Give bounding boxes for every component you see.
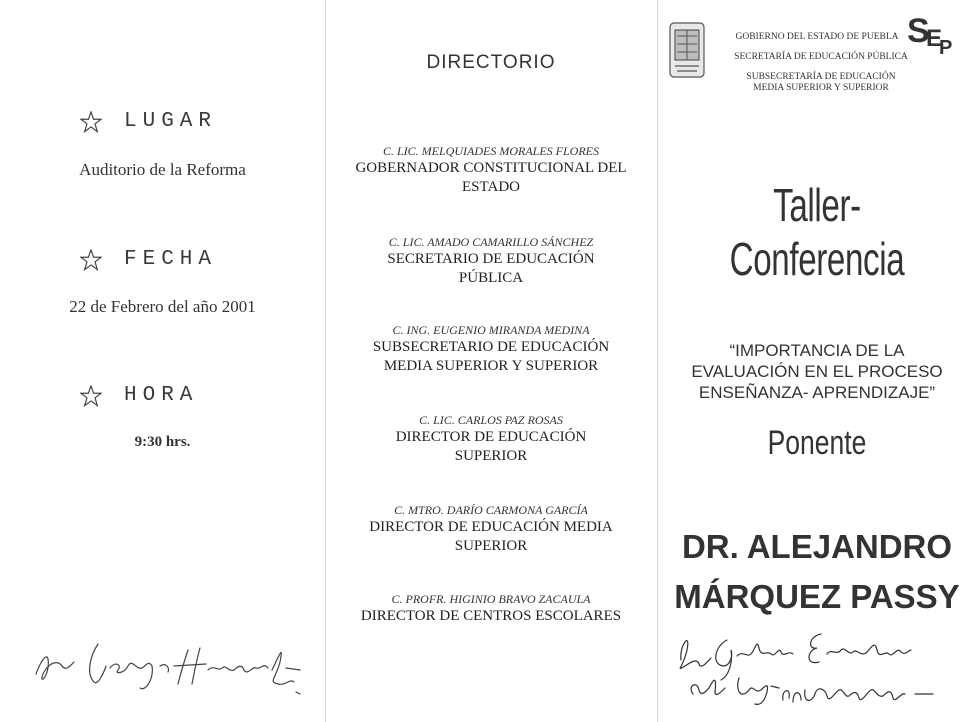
cover-panel	[657, 0, 977, 722]
entry-role: SUPERIOR	[454, 448, 528, 464]
entry-name: C. ING. EUGENIO MIRANDA MEDINA	[392, 323, 590, 337]
directory-entry	[325, 234, 657, 288]
topic-line: EVALUACIÓN EN EL PROCESO	[691, 362, 943, 381]
directory-entry	[325, 591, 657, 626]
directory-entry	[325, 143, 657, 197]
hora-value: 9:30 hrs.	[134, 434, 191, 450]
header-subsecretariat-line1: SUBSECRETARÍA DE EDUCACIÓN	[746, 72, 896, 82]
conference-topic	[657, 340, 977, 403]
entry-role: DIRECTOR DE EDUCACIÓN MEDIA	[369, 519, 613, 535]
entry-role: SUPERIOR	[454, 538, 528, 554]
fecha-label: FECHA	[124, 248, 218, 271]
hora-label: HORA	[124, 384, 199, 407]
svg-text:E: E	[926, 25, 943, 52]
entry-role: DIRECTOR DE EDUCACIÓN	[395, 429, 587, 445]
star-icon	[80, 385, 102, 407]
topic-line: “IMPORTANCIA DE LA	[729, 341, 905, 360]
speaker-name-line1: DR. ALEJANDRO	[681, 528, 953, 565]
lugar-label: LUGAR	[124, 110, 218, 133]
lugar-heading	[80, 110, 217, 133]
star-icon	[80, 249, 102, 271]
entry-name: C. PROFR. HIGINIO BRAVO ZACAULA	[391, 592, 591, 606]
entry-name: C. LIC. AMADO CAMARILLO SÁNCHEZ	[388, 235, 594, 249]
entry-name: C. LIC. CARLOS PAZ ROSAS	[419, 413, 563, 427]
hora-heading	[80, 384, 198, 407]
svg-text:S: S	[907, 12, 930, 50]
handwritten-annotation	[671, 620, 975, 720]
star-icon	[80, 111, 102, 133]
topic-line: ENSEÑANZA- APRENDIZAJE”	[698, 383, 936, 402]
entry-role: GOBERNADOR CONSTITUCIONAL DEL	[355, 160, 627, 176]
directory-entry	[325, 502, 657, 556]
header-subsecretariat-line2: MEDIA SUPERIOR Y SUPERIOR	[753, 83, 889, 93]
header-secretariat: SECRETARÍA DE EDUCACIÓN PÚBLICA	[734, 52, 908, 62]
entry-name: C. LIC. MELQUIADES MORALES FLORES	[383, 144, 599, 158]
handwritten-signature	[28, 622, 308, 702]
fecha-value: 22 de Febrero del año 2001	[69, 297, 256, 316]
info-panel	[0, 0, 325, 722]
state-seal-icon	[669, 22, 705, 78]
entry-role: PÚBLICA	[458, 270, 524, 286]
directory-entry	[325, 322, 657, 376]
entry-role: DIRECTOR DE CENTROS ESCOLARES	[360, 608, 622, 624]
ponente-label: Ponente	[767, 424, 867, 462]
sep-logo	[905, 4, 955, 62]
directory-title: DIRECTORIO	[426, 52, 556, 73]
directory-entry	[325, 412, 657, 466]
event-title: Taller-Conferencia	[729, 179, 905, 285]
svg-text:P: P	[939, 37, 953, 59]
speaker-name-line2: MÁRQUEZ PASSY	[674, 578, 960, 615]
entry-role: SECRETARIO DE EDUCACIÓN	[387, 251, 595, 267]
lugar-value: Auditorio de la Reforma	[79, 160, 246, 179]
fecha-heading	[80, 248, 217, 271]
directory-panel	[325, 0, 657, 722]
entry-role: MEDIA SUPERIOR Y SUPERIOR	[383, 358, 599, 374]
entry-role: SUBSECRETARIO DE EDUCACIÓN	[372, 339, 610, 355]
entry-role: ESTADO	[462, 179, 520, 195]
header-government: GOBIERNO DEL ESTADO DE PUEBLA	[735, 32, 899, 42]
entry-name: C. MTRO. DARÍO CARMONA GARCÍA	[394, 503, 588, 517]
header-subsecretariat	[721, 72, 921, 94]
